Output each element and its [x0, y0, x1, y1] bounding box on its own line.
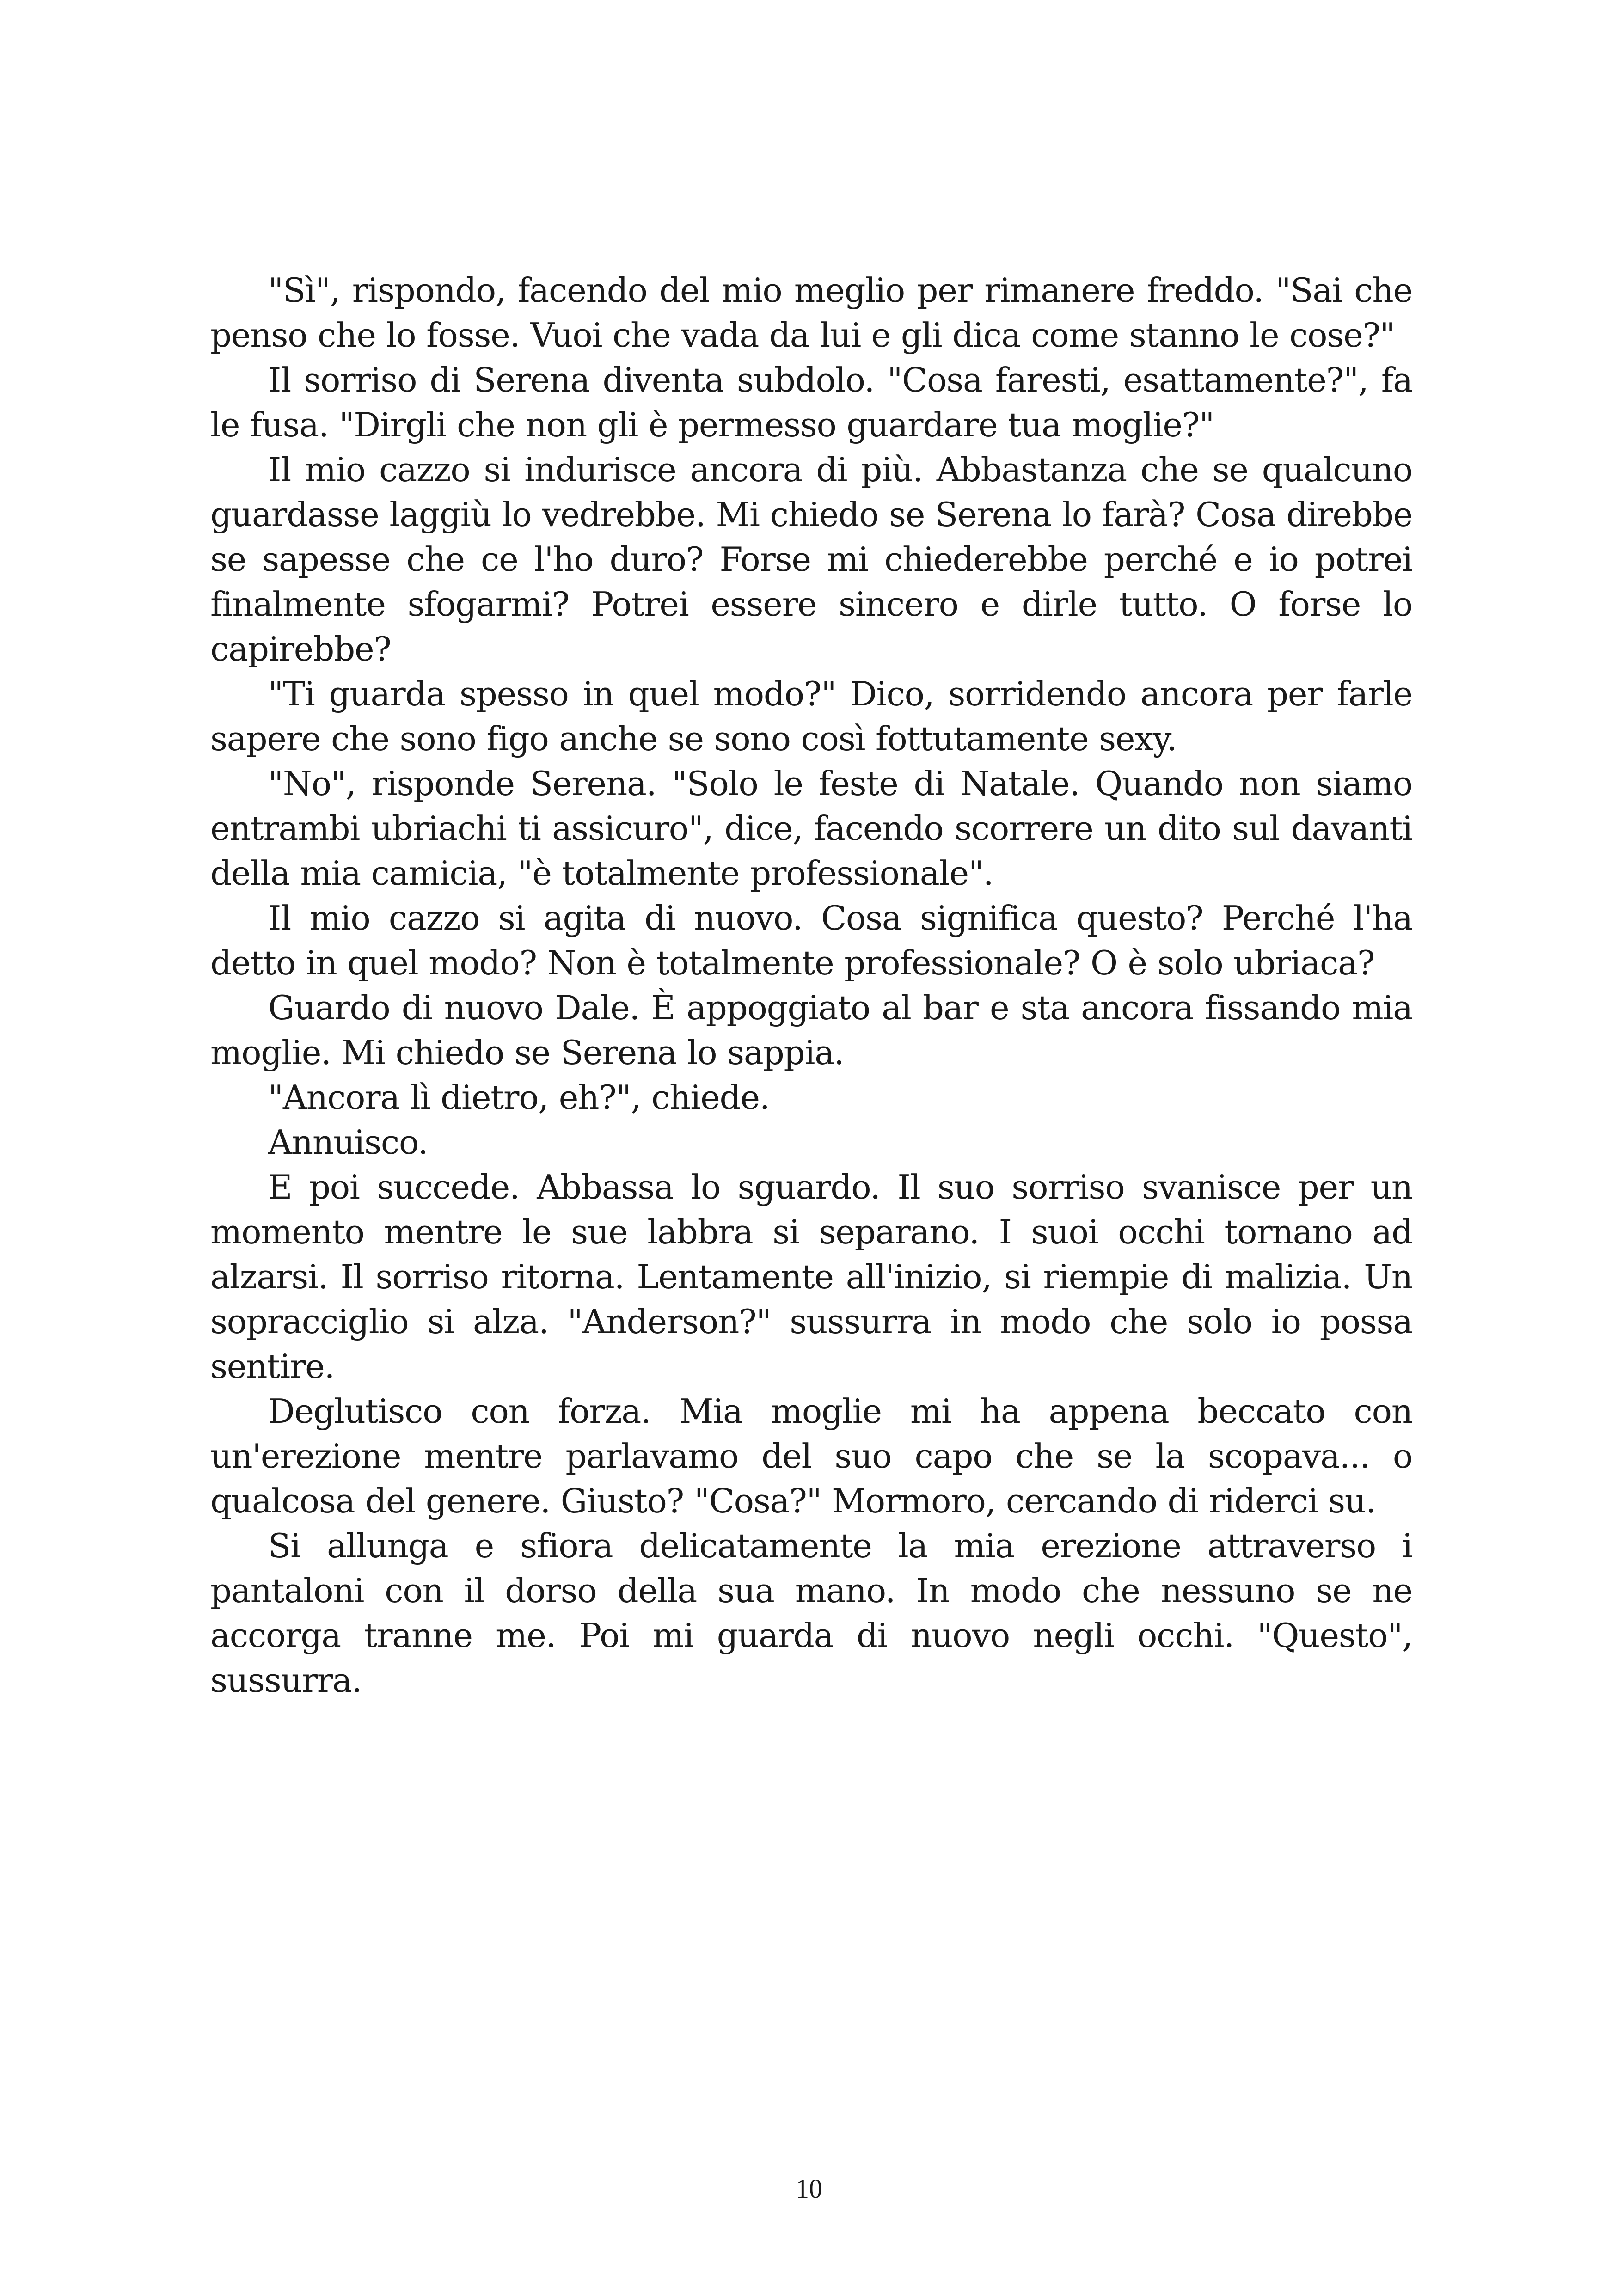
paragraph: Guardo di nuovo Dale. È appoggiato al bar e sta ancora fissando mia moglie. Mi chiedo se Serena lo sappia.	[210, 988, 1412, 1072]
body-text	[210, 268, 1412, 1703]
paragraph: "Ti guarda spesso in quel modo?" Dico, sorridendo ancora per farle sapere che sono figo anche se sono così fottutamente sexy.	[210, 674, 1412, 758]
paragraph: Annuisco.	[268, 1123, 428, 1162]
paragraph: Il mio cazzo si agita di nuovo. Cosa significa questo? Perché l'ha detto in quel modo? Non è totalmente professionale? O è solo ubriaca?	[210, 899, 1412, 982]
paragraph: Deglutisco con forza. Mia moglie mi ha appena beccato con un'erezione mentre parlavamo del suo capo che se la scopava... o qualcosa del genere. Giusto? "Cosa?" Mormoro, cercando di riderci su.	[210, 1392, 1412, 1520]
paragraph: "Sì", rispondo, facendo del mio meglio per rimanere freddo. "Sai che penso che lo fosse. Vuoi che vada da lui e gli dica come stanno le cose?"	[210, 271, 1412, 355]
paragraph: "Ancora lì dietro, eh?", chiede.	[268, 1078, 770, 1117]
paragraph: Il sorriso di Serena diventa subdolo. "Cosa faresti, esattamente?", fa le fusa. "Dirgli che non gli è permesso guardare tua moglie?"	[210, 361, 1412, 444]
paragraph: "No", risponde Serena. "Solo le feste di Natale. Quando non siamo entrambi ubriachi ti assicuro", dice, facendo scorrere un dito sul davanti della mia camicia, "è totalmente professionale".	[210, 764, 1412, 893]
paragraph: Si allunga e sfiora delicatamente la mia erezione attraverso i pantaloni con il dorso della sua mano. In modo che nessuno se ne accorga tranne me. Poi mi guarda di nuovo negli occhi. "Questo", sussurra.	[210, 1526, 1412, 1700]
paragraph: E poi succede. Abbassa lo sguardo. Il suo sorriso svanisce per un momento mentre le sue labbra si separano. I suoi occhi tornano ad alzarsi. Il sorriso ritorna. Lentamente all'inizio, si riempie di malizia. Un sopracciglio si alza. "Anderson?" sussurra in modo che solo io possa sentire.	[210, 1168, 1412, 1386]
page-number: 10	[796, 2174, 822, 2204]
paragraph: Il mio cazzo si indurisce ancora di più. Abbastanza che se qualcuno guardasse laggiù lo vedrebbe. Mi chiedo se Serena lo farà? Cosa direbbe se sapesse che ce l'ho duro? Forse mi chiederebbe perché e io potrei finalmente sfogarmi? Potrei essere sincero e dirle tutto. O forse lo capirebbe?	[210, 450, 1412, 668]
